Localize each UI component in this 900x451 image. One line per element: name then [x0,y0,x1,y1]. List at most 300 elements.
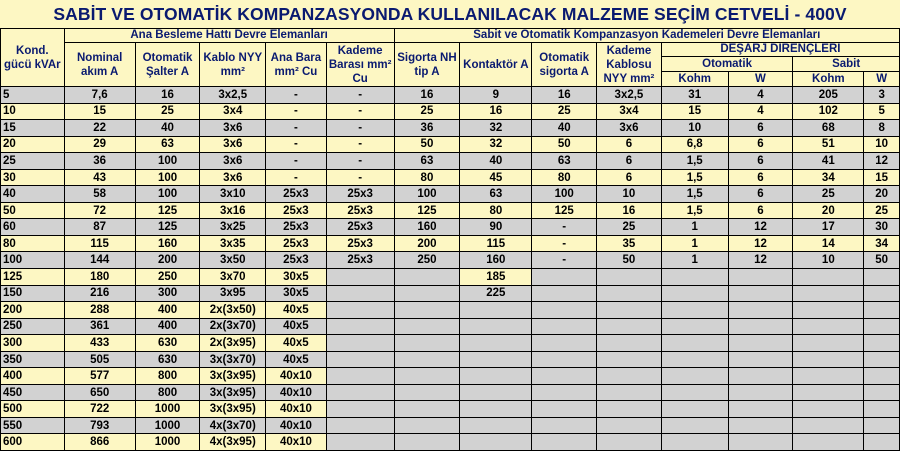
kademe-kablosu-cell [597,368,662,385]
otomatik-sigorta-cell: 40 [532,120,597,137]
table-row [1,351,900,368]
otomatik-salter-cell: 400 [135,302,200,319]
kohm-sabit-cell [793,335,864,352]
sigorta-cell: 160 [394,219,460,236]
nominal-akim-cell: 216 [64,285,135,302]
kohm-otomatik-cell: 1,5 [661,202,728,219]
nominal-akim-cell: 866 [64,434,135,451]
kohm-sabit-cell: 68 [793,120,864,137]
kademe-kablosu-cell [597,285,662,302]
w-otomatik-cell [728,384,793,401]
sigorta-cell: 63 [394,153,460,170]
kond-gucu-cell: 40 [1,186,65,203]
otomatik-sigorta-cell [532,368,597,385]
kademe-kablosu-cell: 50 [597,252,662,269]
w-sabit-cell: 8 [864,120,900,137]
w-otomatik-header: W [728,72,793,87]
table-row [1,384,900,401]
kademe-kablosu-cell [597,401,662,418]
kontaktor-cell [460,434,532,451]
otomatik-sigorta-cell [532,384,597,401]
w-otomatik-cell: 4 [728,103,793,120]
kademe-barasi-cell: - [326,103,394,120]
sigorta-cell [394,318,460,335]
ana-bara-cell: - [266,87,327,104]
kademe-barasi-cell [326,351,394,368]
sigorta-cell [394,335,460,352]
w-sabit-header: W [864,72,900,87]
kohm-otomatik-cell: 1,5 [661,186,728,203]
w-otomatik-cell: 6 [728,202,793,219]
kohm-sabit-cell: 205 [793,87,864,104]
kohm-sabit-cell [793,285,864,302]
kohm-sabit-cell [793,384,864,401]
kademe-barasi-cell: - [326,87,394,104]
kademe-barasi-cell: 25x3 [326,219,394,236]
w-otomatik-cell: 12 [728,219,793,236]
kond-gucu-cell: 20 [1,136,65,153]
otomatik-sigorta-cell [532,335,597,352]
sigorta-cell [394,417,460,434]
kablo-cell: 3x35 [200,235,266,252]
sigorta-cell: 80 [394,169,460,186]
kademe-kablosu-cell [597,335,662,352]
ana-bara-cell: 25x3 [266,252,327,269]
kademe-kablosu-cell: 6 [597,136,662,153]
table-row [1,252,900,269]
kond-gucu-cell: 450 [1,384,65,401]
sigorta-cell [394,285,460,302]
kablo-cell: 3x(3x95) [200,368,266,385]
sigorta-cell: 100 [394,186,460,203]
kond-gucu-cell: 50 [1,202,65,219]
kademe-barasi-cell [326,302,394,319]
otomatik-salter-cell: 800 [135,384,200,401]
otomatik-sigorta-cell: 16 [532,87,597,104]
kontaktor-cell [460,351,532,368]
nominal-akim-cell: 288 [64,302,135,319]
otomatik-salter-cell: 300 [135,285,200,302]
kond-gucu-cell: 5 [1,87,65,104]
otomatik-sigorta-cell: 100 [532,186,597,203]
ana-bara-cell: - [266,103,327,120]
ana-bara-cell: - [266,120,327,137]
otomatik-salter-cell: 40 [135,120,200,137]
kohm-otomatik-cell [661,285,728,302]
kohm-sabit-cell: 17 [793,219,864,236]
w-sabit-cell: 30 [864,219,900,236]
kablo-cell: 4x(3x95) [200,434,266,451]
kohm-otomatik-cell [661,335,728,352]
table-row [1,434,900,451]
nominal-akim-cell: 793 [64,417,135,434]
ana-bara-cell: 40x10 [266,368,327,385]
otomatik-sigorta-header: Otomatik sigorta A [532,43,597,87]
kademe-kablosu-cell: 25 [597,219,662,236]
kohm-otomatik-cell: 15 [661,103,728,120]
kontaktor-cell: 80 [460,202,532,219]
ana-bara-cell: 40x5 [266,318,327,335]
nominal-akim-cell: 7,6 [64,87,135,104]
kohm-sabit-header: Kohm [793,72,864,87]
kond-gucu-cell: 10 [1,103,65,120]
ana-bara-cell: 30x5 [266,269,327,286]
w-sabit-cell [864,335,900,352]
sigorta-cell: 36 [394,120,460,137]
kohm-otomatik-cell: 1,5 [661,169,728,186]
kohm-otomatik-cell [661,368,728,385]
kohm-sabit-cell [793,269,864,286]
kontaktor-cell: 160 [460,252,532,269]
otomatik-subgroup-header: Otomatik [661,57,793,72]
ana-bara-cell: 30x5 [266,285,327,302]
kohm-otomatik-cell [661,401,728,418]
sabit-subgroup-header: Sabit [793,57,900,72]
kablo-cell: 3x(3x95) [200,401,266,418]
kohm-otomatik-cell [661,434,728,451]
nominal-akim-header: Nominal akım A [64,43,135,87]
kontaktor-cell: 16 [460,103,532,120]
otomatik-salter-cell: 63 [135,136,200,153]
kademe-barasi-cell [326,318,394,335]
kademe-kablosu-cell [597,417,662,434]
otomatik-sigorta-cell [532,285,597,302]
otomatik-sigorta-cell: 50 [532,136,597,153]
w-otomatik-cell [728,335,793,352]
desarj-group-header: DEŞARJ DİRENÇLERİ [661,43,899,57]
kademe-kablosu-header: Kademe Kablosu NYY mm² [597,43,662,87]
kablo-cell: 3x50 [200,252,266,269]
kademe-kablosu-cell: 3x6 [597,120,662,137]
kademe-barasi-cell: - [326,136,394,153]
w-otomatik-cell: 4 [728,87,793,104]
kontaktor-cell: 63 [460,186,532,203]
kademe-kablosu-cell [597,269,662,286]
kontaktor-header: Kontaktör A [460,43,532,87]
kademe-kablosu-cell: 16 [597,202,662,219]
otomatik-salter-cell: 160 [135,235,200,252]
otomatik-salter-cell: 125 [135,219,200,236]
ana-bara-cell: 40x10 [266,434,327,451]
table-row [1,285,900,302]
nominal-akim-cell: 144 [64,252,135,269]
table-row [1,87,900,104]
w-otomatik-cell: 6 [728,186,793,203]
otomatik-sigorta-cell: - [532,235,597,252]
ana-bara-cell: 25x3 [266,219,327,236]
w-sabit-cell: 25 [864,202,900,219]
kademe-barasi-cell [326,269,394,286]
sigorta-cell: 250 [394,252,460,269]
kademe-barasi-cell [326,368,394,385]
kond-gucu-cell: 300 [1,335,65,352]
otomatik-salter-cell: 800 [135,368,200,385]
ana-bara-cell: 25x3 [266,186,327,203]
ana-bara-cell: 40x10 [266,417,327,434]
kablo-cell: 3x2,5 [200,87,266,104]
otomatik-sigorta-cell [532,269,597,286]
kablo-cell: 3x16 [200,202,266,219]
nominal-akim-cell: 361 [64,318,135,335]
kademe-kablosu-cell: 6 [597,153,662,170]
nominal-akim-cell: 115 [64,235,135,252]
otomatik-salter-cell: 25 [135,103,200,120]
kademe-kablosu-cell: 3x2,5 [597,87,662,104]
kond-gucu-cell: 500 [1,401,65,418]
table-row [1,368,900,385]
kademe-barasi-cell: - [326,169,394,186]
nominal-akim-cell: 22 [64,120,135,137]
sigorta-cell: 16 [394,87,460,104]
kablo-cell: 3x70 [200,269,266,286]
ana-bara-cell: 40x10 [266,384,327,401]
kademe-barasi-cell: - [326,153,394,170]
table-row [1,417,900,434]
kohm-otomatik-cell [661,384,728,401]
w-otomatik-cell [728,285,793,302]
table-row [1,136,900,153]
w-sabit-cell [864,401,900,418]
otomatik-sigorta-cell: - [532,252,597,269]
table-row [1,335,900,352]
kond-gucu-cell: 200 [1,302,65,319]
w-otomatik-cell: 6 [728,153,793,170]
kontaktor-cell [460,417,532,434]
sigorta-cell [394,368,460,385]
w-sabit-cell: 12 [864,153,900,170]
w-sabit-cell: 10 [864,136,900,153]
kademe-barasi-cell [326,401,394,418]
table-row [1,120,900,137]
nominal-akim-cell: 72 [64,202,135,219]
kontaktor-cell: 90 [460,219,532,236]
kontaktor-cell: 32 [460,136,532,153]
kablo-cell: 3x25 [200,219,266,236]
otomatik-sigorta-cell: - [532,219,597,236]
kablo-cell: 3x10 [200,186,266,203]
kond-gucu-cell: 600 [1,434,65,451]
kohm-otomatik-cell: 6,8 [661,136,728,153]
ana-bara-cell: 40x10 [266,401,327,418]
table-row [1,302,900,319]
kohm-sabit-cell [793,434,864,451]
nominal-akim-cell: 180 [64,269,135,286]
otomatik-salter-cell: 100 [135,153,200,170]
kond-gucu-cell: 250 [1,318,65,335]
kademe-barasi-cell: 25x3 [326,235,394,252]
w-sabit-cell [864,351,900,368]
w-sabit-cell: 15 [864,169,900,186]
kohm-sabit-cell [793,318,864,335]
ana-besleme-group-header: Ana Besleme Hattı Devre Elemanları [64,29,394,43]
kademe-kablosu-cell [597,302,662,319]
kontaktor-cell: 225 [460,285,532,302]
otomatik-sigorta-cell [532,401,597,418]
w-otomatik-cell [728,368,793,385]
kohm-otomatik-cell [661,302,728,319]
ana-bara-cell: 40x5 [266,335,327,352]
w-sabit-cell: 20 [864,186,900,203]
w-sabit-cell: 3 [864,87,900,104]
ana-bara-header: Ana Bara mm² Cu [266,43,327,87]
kond-gucu-cell: 30 [1,169,65,186]
kablo-cell: 3x6 [200,153,266,170]
kademe-barasi-cell: 25x3 [326,252,394,269]
nominal-akim-cell: 433 [64,335,135,352]
kontaktor-cell [460,302,532,319]
kademe-kablosu-cell: 35 [597,235,662,252]
kablo-cell: 3x4 [200,103,266,120]
kademe-barasi-header: Kademe Barası mm² Cu [326,43,394,87]
kond-gucu-cell: 150 [1,285,65,302]
kohm-otomatik-cell: 1 [661,252,728,269]
otomatik-salter-cell: 125 [135,202,200,219]
kademe-barasi-cell: - [326,120,394,137]
kohm-sabit-cell [793,401,864,418]
kond-gucu-cell: 15 [1,120,65,137]
sigorta-cell [394,269,460,286]
kademe-barasi-cell [326,417,394,434]
kohm-otomatik-cell: 1 [661,235,728,252]
kohm-otomatik-header: Kohm [661,72,728,87]
otomatik-sigorta-cell: 25 [532,103,597,120]
kontaktor-cell [460,335,532,352]
w-sabit-cell [864,269,900,286]
sigorta-header: Sigorta NH tip A [394,43,460,87]
w-sabit-cell [864,434,900,451]
otomatik-salter-cell: 400 [135,318,200,335]
w-otomatik-cell [728,302,793,319]
w-otomatik-cell: 6 [728,136,793,153]
kohm-otomatik-cell: 31 [661,87,728,104]
ana-bara-cell: - [266,169,327,186]
kond-gucu-cell: 125 [1,269,65,286]
w-otomatik-cell [728,401,793,418]
nominal-akim-cell: 43 [64,169,135,186]
otomatik-salter-cell: 630 [135,351,200,368]
kohm-sabit-cell: 51 [793,136,864,153]
kond-gucu-cell: 350 [1,351,65,368]
nominal-akim-cell: 87 [64,219,135,236]
w-sabit-cell: 34 [864,235,900,252]
nominal-akim-cell: 15 [64,103,135,120]
nominal-akim-cell: 29 [64,136,135,153]
otomatik-sigorta-cell [532,417,597,434]
otomatik-salter-cell: 1000 [135,434,200,451]
kohm-sabit-cell: 10 [793,252,864,269]
otomatik-sigorta-cell [532,351,597,368]
kontaktor-cell [460,384,532,401]
kohm-sabit-cell [793,351,864,368]
sigorta-cell [394,351,460,368]
w-sabit-cell: 50 [864,252,900,269]
table-row [1,202,900,219]
sigorta-cell: 125 [394,202,460,219]
kademe-kablosu-cell: 3x4 [597,103,662,120]
table-row [1,219,900,236]
ana-bara-cell: - [266,136,327,153]
otomatik-sigorta-cell: 125 [532,202,597,219]
kablo-cell: 3x(3x70) [200,351,266,368]
sigorta-cell [394,401,460,418]
otomatik-salter-header: Otomatik Şalter A [135,43,200,87]
kond-gucu-cell: 25 [1,153,65,170]
sigorta-cell: 50 [394,136,460,153]
kontaktor-cell: 115 [460,235,532,252]
table-row [1,235,900,252]
otomatik-sigorta-cell: 80 [532,169,597,186]
kablo-header: Kablo NYY mm² [200,43,266,87]
table-header [1,29,900,87]
kontaktor-cell [460,318,532,335]
sigorta-cell [394,434,460,451]
kablo-cell: 3x95 [200,285,266,302]
kablo-cell: 4x(3x70) [200,417,266,434]
w-sabit-cell [864,368,900,385]
kablo-cell: 3x6 [200,136,266,153]
kontaktor-cell [460,368,532,385]
otomatik-salter-cell: 16 [135,87,200,104]
w-otomatik-cell [728,269,793,286]
w-otomatik-cell: 6 [728,169,793,186]
kohm-sabit-cell: 41 [793,153,864,170]
w-otomatik-cell [728,417,793,434]
ana-bara-cell: 25x3 [266,202,327,219]
w-sabit-cell [864,318,900,335]
otomatik-salter-cell: 1000 [135,417,200,434]
kademe-kablosu-cell: 6 [597,169,662,186]
w-otomatik-cell [728,318,793,335]
kond-gucu-cell: 550 [1,417,65,434]
ana-bara-cell: 25x3 [266,235,327,252]
kademe-kablosu-cell: 10 [597,186,662,203]
kohm-sabit-cell: 14 [793,235,864,252]
table-body [1,87,900,451]
nominal-akim-cell: 36 [64,153,135,170]
otomatik-sigorta-cell [532,434,597,451]
kohm-sabit-cell: 102 [793,103,864,120]
table-row [1,401,900,418]
ana-bara-cell: 40x5 [266,351,327,368]
table-row [1,153,900,170]
kond-gucu-cell: 400 [1,368,65,385]
kohm-sabit-cell [793,417,864,434]
table-row [1,269,900,286]
kohm-otomatik-cell [661,351,728,368]
otomatik-salter-cell: 250 [135,269,200,286]
nominal-akim-cell: 577 [64,368,135,385]
w-sabit-cell: 5 [864,103,900,120]
kademe-group-header: Sabit ve Otomatik Kompanzasyon Kademeleri Devre Elemanları [394,29,899,43]
table-row [1,186,900,203]
sigorta-cell [394,384,460,401]
kademe-barasi-cell [326,335,394,352]
ana-bara-cell: 40x5 [266,302,327,319]
kablo-cell: 3x6 [200,169,266,186]
nominal-akim-cell: 505 [64,351,135,368]
kademe-kablosu-cell [597,351,662,368]
ana-bara-cell: - [266,153,327,170]
w-sabit-cell [864,417,900,434]
otomatik-salter-cell: 630 [135,335,200,352]
kademe-kablosu-cell [597,318,662,335]
w-sabit-cell [864,384,900,401]
kontaktor-cell: 32 [460,120,532,137]
kontaktor-cell [460,401,532,418]
table-row [1,103,900,120]
page-title: SABİT VE OTOMATİK KOMPANZASYONDA KULLANILACAK MALZEME SEÇİM CETVELİ - 400V [53,4,847,24]
otomatik-salter-cell: 100 [135,169,200,186]
